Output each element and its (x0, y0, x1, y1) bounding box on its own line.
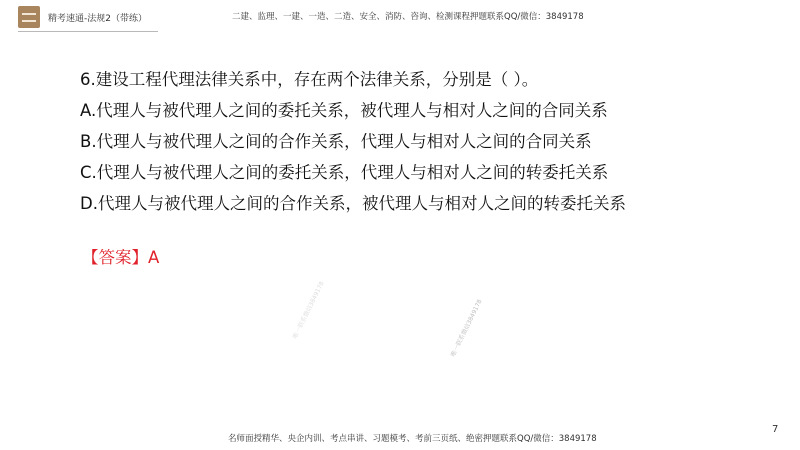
question-block (80, 64, 626, 219)
logo-mark (22, 13, 36, 22)
footer-contact-banner: 名师面授精华、央企内训、考点串讲、习题模考、考前三页纸、绝密押题联系QQ/微信：3849178 (228, 434, 597, 444)
option-b: B.代理人与被代理人之间的合作关系，代理人与相对人之间的合同关系 (80, 132, 592, 151)
logo (18, 6, 40, 28)
course-title: 精考速通-法规2（带练） (48, 14, 147, 24)
option-d: D.代理人与被代理人之间的合作关系，被代理人与相对人之间的转委托关系 (80, 194, 626, 213)
watermark: 唯一联系微信3849178 (449, 298, 484, 358)
question-stem: 6.建设工程代理法律关系中，存在两个法律关系，分别是（ ）。 (80, 70, 539, 89)
header-contact-banner: 二建、监理、一建、一造、二造、安全、消防、咨询、检测课程押题联系QQ/微信：3849178 (232, 12, 584, 22)
option-c: C.代理人与被代理人之间的委托关系，代理人与相对人之间的转委托关系 (80, 163, 609, 182)
watermark-faint: 唯一联系微信3849178 (291, 280, 326, 340)
page-number: 7 (772, 424, 779, 435)
option-a: A.代理人与被代理人之间的委托关系，被代理人与相对人之间的合同关系 (80, 101, 608, 120)
header-divider (18, 31, 158, 32)
answer-label: 【答案】A (82, 248, 160, 267)
